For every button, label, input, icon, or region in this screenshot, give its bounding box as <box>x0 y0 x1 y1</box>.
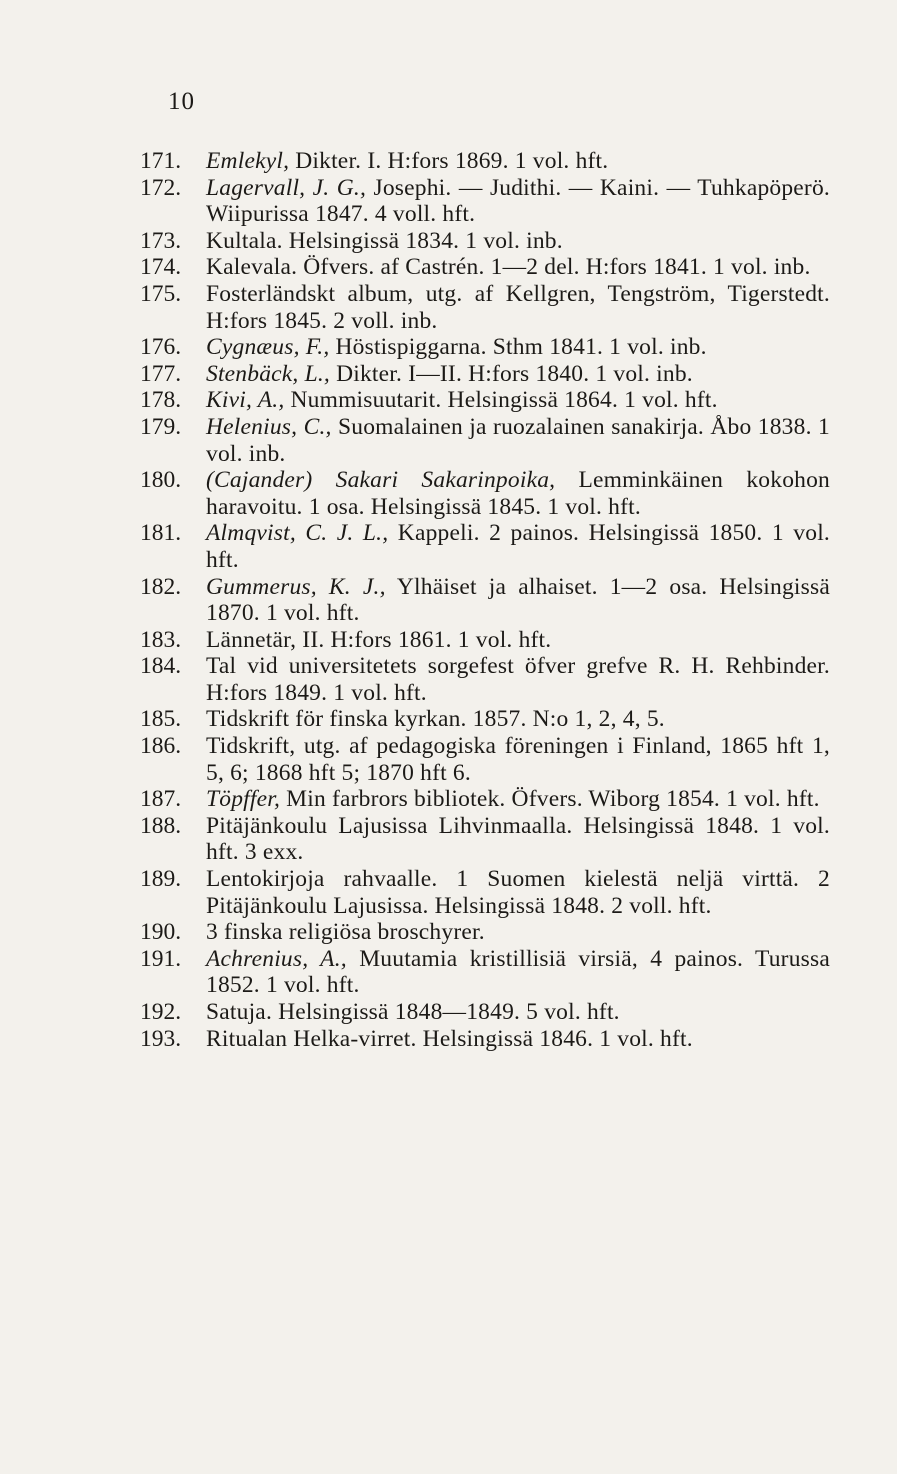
entry-description: Satuja. Helsingissä 1848—1849. 5 vol. hft. <box>206 999 620 1025</box>
entry-author: Lagervall, J. G., <box>206 174 367 201</box>
entry-number: 174. <box>140 254 182 281</box>
catalogue-entry <box>140 148 830 175</box>
entry-number: 173. <box>140 227 182 254</box>
entry-author: (Cajander) Sakari Sakarinpoika, <box>206 467 556 494</box>
entry-text <box>206 574 830 627</box>
entry-author: Töpffer, <box>206 786 281 813</box>
entry-description: Fosterländskt album, utg. af Kellgren, Tengström, Tigerstedt. H:fors 1845. 2 voll. inb. <box>206 280 830 334</box>
page-number: 10 <box>168 88 195 115</box>
catalogue-entry <box>140 387 830 414</box>
catalogue-entry <box>140 520 830 573</box>
entry-number: 171. <box>140 148 182 174</box>
entry-description: Ylhäiset ja alhaiset. 1—2 osa. Helsingissä 1870. 1 vol. hft. <box>206 573 830 627</box>
catalogue-entry <box>140 706 830 733</box>
entry-text <box>206 706 830 733</box>
entry-description: Kappeli. 2 painos. Helsingissä 1850. 1 vol. hft. <box>206 520 831 573</box>
entry-description: 3 finska religiösa broschyrer. <box>206 919 485 946</box>
entry-number: 182. <box>140 573 182 600</box>
entry-author: Stenbäck, L., <box>206 360 330 387</box>
entry-text <box>206 520 830 573</box>
catalogue-entry <box>140 175 830 228</box>
entry-number: 181. <box>140 520 182 547</box>
entry-description: Josephi. — Judithi. — Kaini. — Tuhkapöperö. Wiipurissa 1847. 4 voll. hft. <box>206 174 830 228</box>
entry-text <box>206 946 830 999</box>
entry-description: Suomalainen ja ruozalainen sanakirja. Åbo 1838. 1 vol. inb. <box>206 413 830 467</box>
catalogue-entry <box>140 574 830 627</box>
entry-author: Gummerus, K. J., <box>206 573 386 600</box>
entry-number: 184. <box>140 653 182 680</box>
entry-number: 176. <box>140 334 182 361</box>
entry-description: Tidskrift, utg. af pedagogiska föreningen i Finland, 1865 hft 1, 5, 6; 1868 hft 5; 1870 hft 6. <box>206 733 830 786</box>
entry-text <box>206 919 830 946</box>
entry-text <box>206 334 830 361</box>
entry-text <box>206 866 830 919</box>
entry-number: 188. <box>140 812 182 839</box>
entry-author: Achrenius, A., <box>206 945 347 972</box>
entry-number: 172. <box>140 174 182 201</box>
entry-text <box>206 733 830 786</box>
entry-text <box>206 387 830 414</box>
entry-number: 193. <box>140 1025 182 1052</box>
catalogue-entry <box>140 733 830 786</box>
entry-text <box>206 786 830 813</box>
catalogue-entry <box>140 653 830 706</box>
catalogue-entry <box>140 919 830 946</box>
catalogue-entry <box>140 813 830 866</box>
entry-text <box>206 1026 830 1053</box>
entry-description: Kalevala. Öfvers. af Castrén. 1—2 del. H:fors 1841. 1 vol. inb. <box>206 254 811 281</box>
entry-description: Ritualan Helka-virret. Helsingissä 1846. 1 vol. hft. <box>206 1025 693 1052</box>
catalogue-entry <box>140 866 830 919</box>
entry-number: 187. <box>140 786 182 813</box>
entry-description: Lemminkäinen kokohon haravoitu. 1 osa. Helsingissä 1845. 1 vol. hft. <box>206 467 830 520</box>
entry-text <box>206 813 830 866</box>
entry-text <box>206 361 830 388</box>
entry-number: 190. <box>140 919 182 946</box>
entry-number: 186. <box>140 733 182 760</box>
catalogue-entry <box>140 467 830 520</box>
entry-text <box>206 653 830 706</box>
catalogue-entries <box>140 148 830 1052</box>
entry-number: 177. <box>140 360 182 387</box>
entry-number: 179. <box>140 413 182 440</box>
entry-description: Tal vid universitetets sorgefest öfver grefve R. H. Rehbinder. H:fors 1849. 1 vol. hft. <box>206 653 830 706</box>
entry-number: 180. <box>140 467 182 494</box>
catalogue-entry <box>140 786 830 813</box>
catalogue-entry <box>140 361 830 388</box>
catalogue-entry <box>140 1026 830 1053</box>
catalogue-entry <box>140 414 830 467</box>
catalogue-entry <box>140 281 830 334</box>
entry-number: 185. <box>140 706 182 733</box>
entry-text <box>206 281 830 334</box>
entry-description: Dikter. I. H:fors 1869. 1 vol. hft. <box>289 148 609 174</box>
entry-description: Dikter. I—II. H:fors 1840. 1 vol. inb. <box>330 360 693 387</box>
entry-description: Kultala. Helsingissä 1834. 1 vol. inb. <box>206 227 563 254</box>
entry-description: Muutamia kristillisiä virsiä, 4 painos. Turussa 1852. 1 vol. hft. <box>206 945 830 999</box>
entry-text <box>206 627 830 654</box>
entry-number: 189. <box>140 866 182 893</box>
entry-text <box>206 148 830 175</box>
entry-number: 191. <box>140 945 182 972</box>
entry-text <box>206 175 830 228</box>
entry-description: Lännetär, II. H:fors 1861. 1 vol. hft. <box>206 626 552 653</box>
entry-number: 183. <box>140 626 182 653</box>
entry-description: Pitäjänkoulu Lajusissa Lihvinmaalla. Helsingissä 1848. 1 vol. hft. 3 exx. <box>206 812 830 866</box>
entry-description: Höstispiggarna. Sthm 1841. 1 vol. inb. <box>329 334 707 361</box>
entry-author: Almqvist, C. J. L., <box>206 520 389 547</box>
entry-author: Helenius, C., <box>206 413 332 440</box>
entry-description: Tidskrift för finska kyrkan. 1857. N:o 1, 2, 4, 5. <box>206 706 665 733</box>
entry-number: 175. <box>140 280 182 307</box>
catalogue-entry <box>140 627 830 654</box>
catalogue-entry <box>140 228 830 255</box>
catalogue-entry <box>140 254 830 281</box>
catalogue-entry <box>140 946 830 999</box>
entry-author: Emlekyl, <box>206 148 290 174</box>
entry-text <box>206 467 830 520</box>
entry-author: Kivi, A., <box>206 387 285 414</box>
entry-text <box>206 414 830 467</box>
entry-text <box>206 999 830 1026</box>
entry-description: Lentokirjoja rahvaalle. 1 Suomen kielestä neljä virttä. 2 Pitäjänkoulu Lajusissa. Helsingissä 1848. 2 voll. hft. <box>206 866 830 919</box>
catalogue-entry <box>140 999 830 1026</box>
entry-author: Cygnæus, F., <box>206 334 330 361</box>
entry-text <box>206 228 830 255</box>
entry-number: 178. <box>140 387 182 414</box>
entry-description: Min farbrors bibliotek. Öfvers. Wiborg 1854. 1 vol. hft. <box>280 786 820 813</box>
entry-text <box>206 254 830 281</box>
catalogue-entry <box>140 334 830 361</box>
entry-description: Nummisuutarit. Helsingissä 1864. 1 vol. hft. <box>284 387 718 414</box>
entry-number: 192. <box>140 999 182 1025</box>
